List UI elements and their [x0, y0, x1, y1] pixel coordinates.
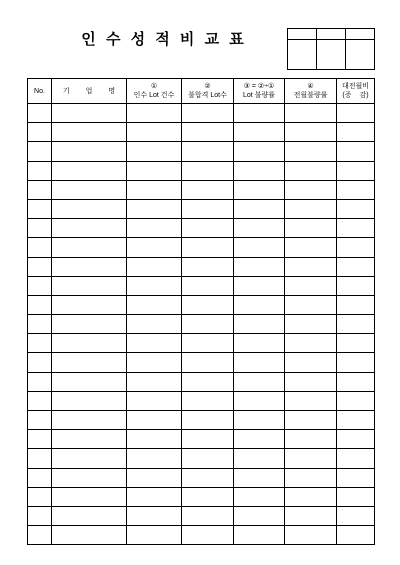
cell-prev-month-defect-rate [285, 142, 337, 161]
cell-accepted-lot-count [127, 506, 182, 525]
cell-prev-month-defect-rate [285, 199, 337, 218]
cell-rejected-lot-count [182, 238, 234, 257]
cell-change-vs-prev-month [337, 353, 375, 372]
cell-lot-defect-rate [234, 449, 285, 468]
cell-change-vs-prev-month [337, 526, 375, 545]
approval-signature-cell [288, 40, 317, 70]
cell-rejected-lot-count [182, 487, 234, 506]
cell-prev-month-defect-rate [285, 506, 337, 525]
cell-no [28, 411, 52, 430]
cell-no [28, 123, 52, 142]
cell-lot-defect-rate [234, 295, 285, 314]
cell-lot-defect-rate [234, 123, 285, 142]
cell-rejected-lot-count [182, 315, 234, 334]
cell-lot-defect-rate [234, 104, 285, 123]
header-change-vs-prev-month-sublabel: (증 감) [342, 92, 369, 99]
cell-change-vs-prev-month [337, 238, 375, 257]
table-row [28, 180, 375, 199]
cell-change-vs-prev-month [337, 295, 375, 314]
table-row [28, 372, 375, 391]
cell-no [28, 526, 52, 545]
cell-company-name [52, 372, 127, 391]
cell-accepted-lot-count [127, 142, 182, 161]
cell-no [28, 372, 52, 391]
cell-change-vs-prev-month [337, 180, 375, 199]
cell-accepted-lot-count [127, 411, 182, 430]
table-row [28, 334, 375, 353]
cell-prev-month-defect-rate [285, 487, 337, 506]
table-row [28, 257, 375, 276]
cell-lot-defect-rate [234, 372, 285, 391]
cell-accepted-lot-count [127, 295, 182, 314]
cell-change-vs-prev-month [337, 199, 375, 218]
cell-no [28, 180, 52, 199]
cell-prev-month-defect-rate [285, 295, 337, 314]
cell-prev-month-defect-rate [285, 161, 337, 180]
cell-change-vs-prev-month [337, 276, 375, 295]
cell-company-name [52, 180, 127, 199]
cell-company-name [52, 353, 127, 372]
table-row [28, 276, 375, 295]
cell-change-vs-prev-month [337, 161, 375, 180]
header-change-vs-prev-month-label: 대전월비 [341, 83, 370, 90]
header-lot-defect-rate-formula: ③ = ②÷① [243, 83, 275, 90]
cell-change-vs-prev-month [337, 142, 375, 161]
header-rejected-lot-count-label: 불합격 Lot수 [188, 92, 227, 99]
cell-change-vs-prev-month [337, 334, 375, 353]
cell-prev-month-defect-rate [285, 276, 337, 295]
cell-accepted-lot-count [127, 123, 182, 142]
cell-no [28, 295, 52, 314]
header-lot-defect-rate-label: Lot 불량률 [243, 92, 275, 99]
header-prev-month-defect-rate-label: 전월불량률 [293, 92, 328, 99]
cell-accepted-lot-count [127, 219, 182, 238]
cell-company-name [52, 219, 127, 238]
approval-header-cell [288, 29, 317, 40]
cell-change-vs-prev-month [337, 487, 375, 506]
cell-no [28, 257, 52, 276]
cell-accepted-lot-count [127, 449, 182, 468]
cell-lot-defect-rate [234, 257, 285, 276]
cell-accepted-lot-count [127, 161, 182, 180]
cell-prev-month-defect-rate [285, 411, 337, 430]
cell-lot-defect-rate [234, 180, 285, 199]
cell-rejected-lot-count [182, 161, 234, 180]
approval-signature-cell [317, 40, 346, 70]
cell-company-name [52, 238, 127, 257]
cell-no [28, 315, 52, 334]
table-row [28, 430, 375, 449]
cell-accepted-lot-count [127, 276, 182, 295]
cell-company-name [52, 411, 127, 430]
cell-lot-defect-rate [234, 468, 285, 487]
header-rejected-lot-count-mark: ② [204, 83, 211, 90]
cell-accepted-lot-count [127, 199, 182, 218]
cell-company-name [52, 104, 127, 123]
header-change-vs-prev-month [337, 79, 375, 104]
table-row [28, 506, 375, 525]
cell-change-vs-prev-month [337, 449, 375, 468]
header-lot-defect-rate [234, 79, 285, 104]
cell-no [28, 391, 52, 410]
cell-change-vs-prev-month [337, 257, 375, 276]
cell-no [28, 276, 52, 295]
table-body [28, 104, 375, 545]
cell-prev-month-defect-rate [285, 430, 337, 449]
cell-rejected-lot-count [182, 353, 234, 372]
cell-prev-month-defect-rate [285, 219, 337, 238]
cell-company-name [52, 487, 127, 506]
table-row [28, 295, 375, 314]
cell-no [28, 238, 52, 257]
cell-lot-defect-rate [234, 506, 285, 525]
cell-lot-defect-rate [234, 334, 285, 353]
cell-accepted-lot-count [127, 104, 182, 123]
cell-prev-month-defect-rate [285, 238, 337, 257]
cell-no [28, 468, 52, 487]
table-row [28, 411, 375, 430]
cell-prev-month-defect-rate [285, 257, 337, 276]
header-accepted-lot-count-mark: ① [150, 83, 158, 90]
cell-no [28, 353, 52, 372]
cell-no [28, 199, 52, 218]
cell-rejected-lot-count [182, 411, 234, 430]
cell-no [28, 104, 52, 123]
cell-rejected-lot-count [182, 430, 234, 449]
cell-no [28, 487, 52, 506]
cell-lot-defect-rate [234, 353, 285, 372]
cell-change-vs-prev-month [337, 123, 375, 142]
cell-rejected-lot-count [182, 295, 234, 314]
cell-prev-month-defect-rate [285, 468, 337, 487]
cell-change-vs-prev-month [337, 219, 375, 238]
header-accepted-lot-count-label: 인수 Lot 건수 [133, 92, 175, 99]
approval-header-cell [346, 29, 375, 40]
table-row [28, 238, 375, 257]
cell-rejected-lot-count [182, 468, 234, 487]
cell-rejected-lot-count [182, 257, 234, 276]
cell-rejected-lot-count [182, 526, 234, 545]
cell-company-name [52, 161, 127, 180]
approval-signature-row [288, 40, 375, 70]
cell-prev-month-defect-rate [285, 123, 337, 142]
cell-accepted-lot-count [127, 430, 182, 449]
cell-change-vs-prev-month [337, 372, 375, 391]
cell-prev-month-defect-rate [285, 315, 337, 334]
comparison-table [27, 78, 375, 545]
cell-company-name [52, 142, 127, 161]
cell-no [28, 334, 52, 353]
cell-accepted-lot-count [127, 487, 182, 506]
cell-accepted-lot-count [127, 468, 182, 487]
cell-lot-defect-rate [234, 315, 285, 334]
cell-company-name [52, 430, 127, 449]
cell-no [28, 219, 52, 238]
approval-signature-cell [346, 40, 375, 70]
table-row [28, 526, 375, 545]
cell-company-name [52, 295, 127, 314]
cell-no [28, 161, 52, 180]
header-no-label: No. [34, 87, 45, 95]
cell-rejected-lot-count [182, 219, 234, 238]
cell-accepted-lot-count [127, 238, 182, 257]
table-row [28, 468, 375, 487]
cell-lot-defect-rate [234, 526, 285, 545]
cell-accepted-lot-count [127, 180, 182, 199]
cell-rejected-lot-count [182, 391, 234, 410]
table-row [28, 391, 375, 410]
cell-change-vs-prev-month [337, 104, 375, 123]
cell-prev-month-defect-rate [285, 180, 337, 199]
table-row [28, 353, 375, 372]
cell-company-name [52, 468, 127, 487]
table-row [28, 487, 375, 506]
cell-change-vs-prev-month [337, 411, 375, 430]
cell-accepted-lot-count [127, 391, 182, 410]
cell-lot-defect-rate [234, 199, 285, 218]
cell-rejected-lot-count [182, 449, 234, 468]
cell-rejected-lot-count [182, 180, 234, 199]
table-header-row [28, 79, 375, 104]
cell-rejected-lot-count [182, 142, 234, 161]
table-row [28, 104, 375, 123]
cell-lot-defect-rate [234, 276, 285, 295]
cell-rejected-lot-count [182, 123, 234, 142]
cell-company-name [52, 526, 127, 545]
table-row [28, 219, 375, 238]
cell-rejected-lot-count [182, 276, 234, 295]
table-row [28, 161, 375, 180]
approval-header-cell [317, 29, 346, 40]
cell-company-name [52, 257, 127, 276]
cell-company-name [52, 199, 127, 218]
cell-accepted-lot-count [127, 334, 182, 353]
approval-box [287, 28, 375, 70]
cell-accepted-lot-count [127, 353, 182, 372]
cell-prev-month-defect-rate [285, 372, 337, 391]
cell-accepted-lot-count [127, 315, 182, 334]
document-title: 인 수 성 적 비 교 표 [81, 31, 247, 48]
cell-rejected-lot-count [182, 199, 234, 218]
cell-company-name [52, 334, 127, 353]
cell-rejected-lot-count [182, 334, 234, 353]
cell-prev-month-defect-rate [285, 526, 337, 545]
cell-lot-defect-rate [234, 411, 285, 430]
table-row [28, 199, 375, 218]
header-accepted-lot-count [127, 79, 182, 104]
cell-accepted-lot-count [127, 372, 182, 391]
cell-prev-month-defect-rate [285, 391, 337, 410]
table-row [28, 449, 375, 468]
cell-accepted-lot-count [127, 526, 182, 545]
approval-header-row [288, 29, 375, 40]
header-company-name [52, 79, 127, 104]
cell-accepted-lot-count [127, 257, 182, 276]
cell-rejected-lot-count [182, 104, 234, 123]
cell-company-name [52, 315, 127, 334]
cell-rejected-lot-count [182, 506, 234, 525]
cell-no [28, 506, 52, 525]
cell-lot-defect-rate [234, 142, 285, 161]
header-prev-month-defect-rate [285, 79, 337, 104]
cell-rejected-lot-count [182, 372, 234, 391]
cell-change-vs-prev-month [337, 315, 375, 334]
table-row [28, 142, 375, 161]
cell-change-vs-prev-month [337, 468, 375, 487]
cell-company-name [52, 123, 127, 142]
cell-no [28, 449, 52, 468]
cell-lot-defect-rate [234, 487, 285, 506]
cell-prev-month-defect-rate [285, 449, 337, 468]
table-row [28, 315, 375, 334]
cell-company-name [52, 506, 127, 525]
cell-lot-defect-rate [234, 219, 285, 238]
cell-change-vs-prev-month [337, 506, 375, 525]
cell-company-name [52, 391, 127, 410]
cell-prev-month-defect-rate [285, 334, 337, 353]
header-company-name-label: 기 업 명 [62, 87, 116, 95]
cell-no [28, 142, 52, 161]
cell-change-vs-prev-month [337, 430, 375, 449]
header-no [28, 79, 52, 104]
cell-company-name [52, 449, 127, 468]
cell-prev-month-defect-rate [285, 104, 337, 123]
header-prev-month-defect-rate-mark: ④ [307, 83, 314, 90]
cell-lot-defect-rate [234, 161, 285, 180]
table-row [28, 123, 375, 142]
cell-lot-defect-rate [234, 430, 285, 449]
cell-company-name [52, 276, 127, 295]
header-rejected-lot-count [182, 79, 234, 104]
cell-no [28, 430, 52, 449]
cell-prev-month-defect-rate [285, 353, 337, 372]
cell-lot-defect-rate [234, 391, 285, 410]
cell-change-vs-prev-month [337, 391, 375, 410]
cell-lot-defect-rate [234, 238, 285, 257]
